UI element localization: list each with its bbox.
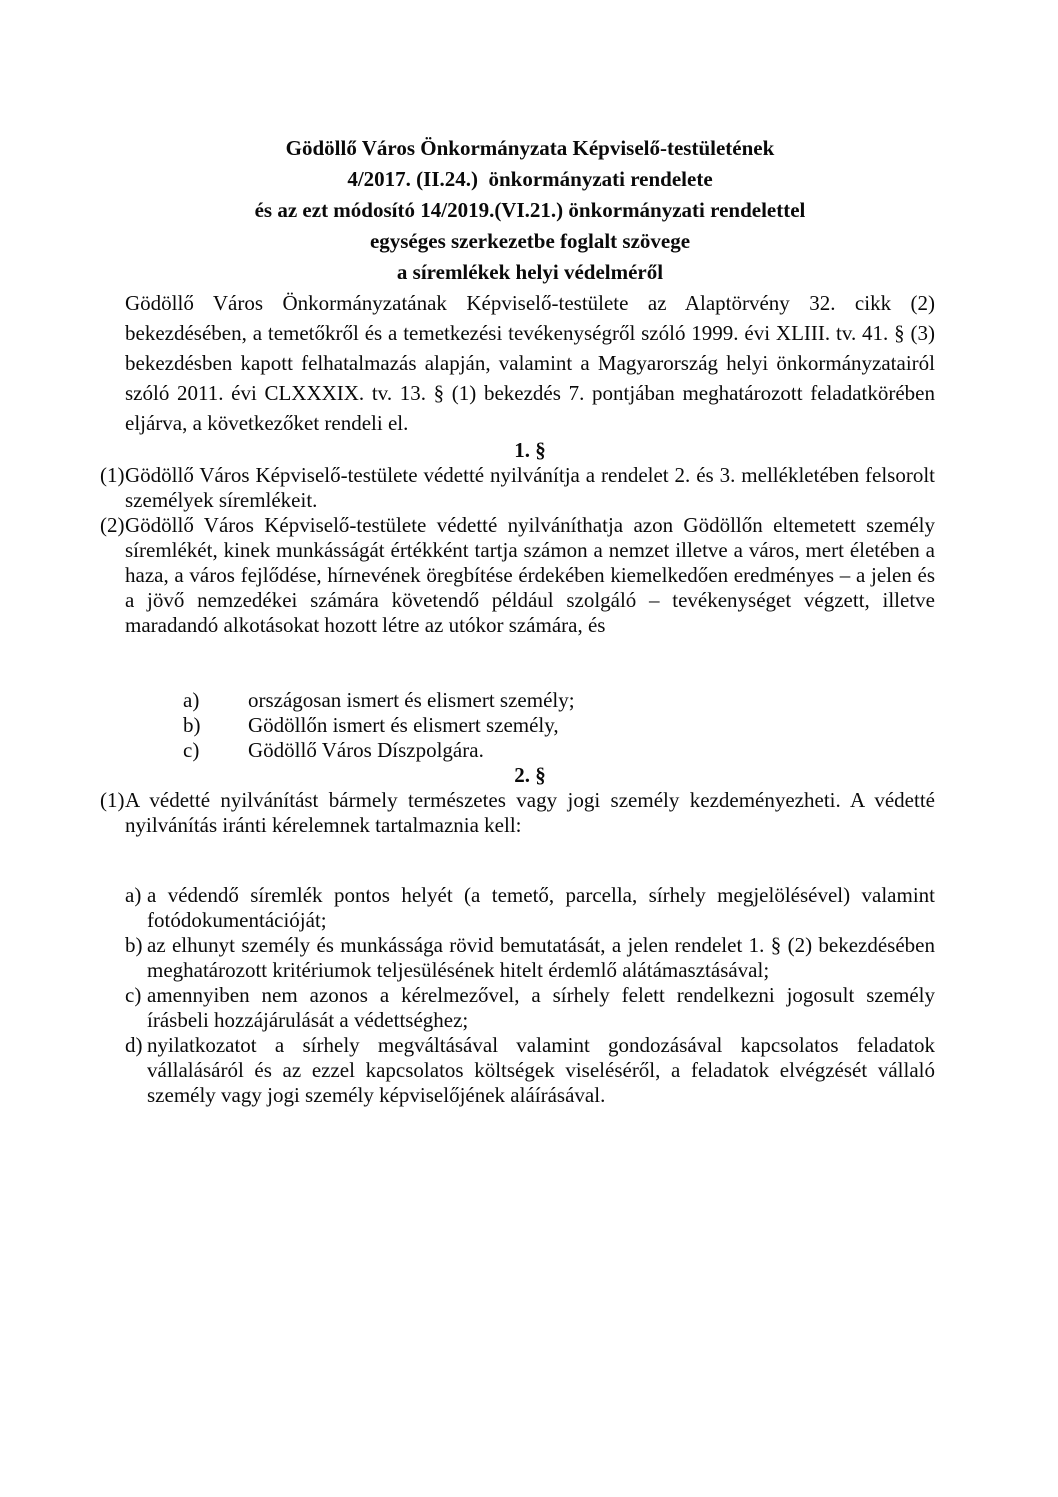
list-item-text: országosan ismert és elismert személy; — [248, 688, 575, 712]
section-2-list — [125, 883, 935, 1108]
list-item — [125, 883, 935, 933]
document-title-block — [125, 133, 935, 288]
paragraph-2-number: (2) — [100, 513, 125, 537]
list-item-marker: b) — [125, 933, 143, 957]
title-line-consolidated: egységes szerkezetbe foglalt szövege — [369, 229, 691, 253]
list-item-marker: a) — [125, 883, 142, 907]
list-item-marker: c) — [183, 738, 200, 762]
list-item-text: nyilatkozatot a sírhely megváltásával valamint gondozásával kapcsolatos feladatok vállalásáról és az ezzel kapcsolatos költségek viseléséről, a feladatok elvégzését vállaló személy vagy jogi személy képviselőjének aláírásával. — [147, 1033, 935, 1107]
title-line-authority: Gödöllő Város Önkormányzata Képviselő-testületének — [285, 136, 775, 160]
section-1-list — [125, 688, 935, 763]
title-line-decree-number: 4/2017. (II.24.) önkormányzati rendelete — [347, 167, 713, 191]
section-1-paragraph-2 — [100, 513, 935, 638]
list-item — [125, 933, 935, 983]
list-item-text: amennyiben nem azonos a kérelmezővel, a sírhely felett rendelkezni jogosult személy írásbeli hozzájárulását a védettséghez; — [147, 983, 935, 1032]
list-item — [125, 713, 935, 738]
title-line-subject: a síremlékek helyi védelméről — [396, 260, 664, 284]
list-item-text: az elhunyt személy és munkássága rövid bemutatását, a jelen rendelet 1. § (2) bekezdésében meghatározott kritériumok teljesülésének hitelt érdemlő alátámasztásával; — [147, 933, 935, 982]
paragraph-number: (1) — [100, 788, 125, 812]
list-item — [125, 983, 935, 1033]
section-1-heading: 1. § — [514, 438, 546, 462]
title-line-amendment: és az ezt módosító 14/2019.(VI.21.) önkormányzati rendelettel — [254, 198, 806, 222]
list-item-marker: d) — [125, 1033, 143, 1057]
section-1-paragraph-1 — [100, 463, 935, 513]
paragraph-1-text: Gödöllő Város Képviselő-testülete védetté nyilvánítja a rendelet 2. és 3. mellékletében felsorolt személyek síremlékeit. — [125, 463, 935, 512]
list-item-text: a védendő síremlék pontos helyét (a temető, parcella, sírhely megjelölésével) valamint fotódokumentációját; — [147, 883, 935, 932]
preamble-paragraph: Gödöllő Város Önkormányzatának Képviselő-testülete az Alaptörvény 32. cikk (2) bekezdésében, a temetőkről és a temetkezési tevékenységről szóló 1999. évi XLIII. tv. 41. § (3) bekezdésben kapott felhatalmazás alapján, valamint a Magyarország helyi önkormányzatairól szóló 2011. évi CLXXXIX. tv. 13. § (1) bekezdés 7. pontjában meghatározott feladatkörében eljárva, a következőket rendeli el. — [125, 291, 935, 435]
list-item-text: Gödöllő Város Díszpolgára. — [248, 738, 484, 762]
list-item-marker: b) — [183, 713, 201, 737]
list-item — [125, 688, 935, 713]
paragraph-text: A védetté nyilvánítást bármely természetes vagy jogi személy kezdeményezheti. A védetté nyilvánítás iránti kérelemnek tartalmaznia kell: — [125, 788, 935, 837]
section-2-heading: 2. § — [514, 763, 546, 787]
list-item-marker: c) — [125, 983, 142, 1007]
section-2-paragraph-1 — [100, 788, 935, 838]
list-item-text: Gödöllőn ismert és elismert személy, — [248, 713, 559, 737]
list-item — [125, 1033, 935, 1108]
list-item-marker: a) — [183, 688, 200, 712]
list-item — [125, 738, 935, 763]
paragraph-1-number: (1) — [100, 463, 125, 487]
paragraph-2-text: Gödöllő Város Képviselő-testülete védetté nyilváníthatja azon Gödöllőn eltemetett személy síremlékét, kinek munkásságát értékként tartja számon a nemzet illetve a város, mert életében a haza, a város fejlődése, hírnevének öregbítése érdekében kiemelkedően eredményes – a jelen és a jövő nemzedékei számára követendő például szolgáló – tevékenységet végzett, illetve maradandó alkotásokat hozott létre az utókor számára, és — [125, 513, 935, 637]
